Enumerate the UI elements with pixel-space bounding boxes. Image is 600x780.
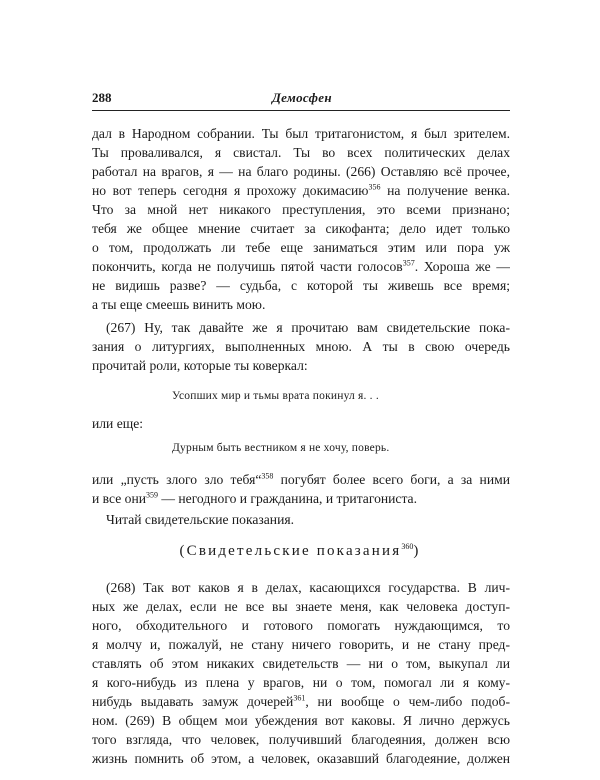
footnote-ref: 361 bbox=[293, 693, 306, 703]
text-line: работал на врагов, я — на благо родины. (266) Оставляю всё прочее, bbox=[92, 164, 510, 179]
text-line: зания о литургиях, выполненных мною. А ты в свою очередь bbox=[92, 339, 510, 354]
footnote-ref: 357 bbox=[402, 258, 415, 268]
text-line: ных же делах, если не все вы знаете меня, как человека доступ- bbox=[92, 599, 510, 614]
text-line: тебя же общее мнение считает за сикофанта; дело идет только bbox=[92, 221, 510, 236]
text-line: Читай свидетельские показания. bbox=[106, 512, 295, 527]
footnote-ref: 359 bbox=[146, 490, 158, 500]
header-rule bbox=[92, 110, 510, 111]
page-number: 288 bbox=[92, 90, 112, 105]
text-line: или „пусть злого зло тебя“$^{358}$ погубят более всего боги, а за ними bbox=[92, 471, 510, 487]
footnote-ref: 360 bbox=[401, 542, 414, 551]
text-line: дал в Народном собрании. Ты был тритагонистом, я был зрителем. bbox=[92, 126, 510, 141]
text-line: (268) Так вот каков я в делах, касающихся государства. В лич- bbox=[106, 580, 510, 595]
text-line: а ты еще смеешь винить мою. bbox=[92, 297, 266, 312]
text-line: Ты проваливался, я свистал. Ты во всех политических делах bbox=[92, 145, 510, 160]
text-line: нибудь выдавать замуж дочерей$^{361}$, ни вообще о чем-либо подоб- bbox=[92, 693, 510, 709]
text-line: покончить, когда не получишь пятой части голосов$^{357}$. Хороша же — bbox=[92, 258, 510, 274]
page-header bbox=[92, 90, 510, 108]
verse-quote: Усопших мир и тьмы врата покинул я. . . bbox=[172, 390, 379, 402]
text-line: ного, обходительного и готового помогать нуждающимся, то bbox=[92, 618, 510, 633]
text-line: я кого-нибудь из плена у врагов, ни о том, помогал ли я кому- bbox=[92, 675, 510, 690]
text-line: прочитай роли, которые ты коверкал: bbox=[92, 358, 308, 373]
footnote-ref: 358 bbox=[261, 471, 274, 481]
text-line: жизнь помнить об этом, а человек, оказавший благодеяние, должен bbox=[92, 751, 510, 766]
running-title: Демосфен bbox=[272, 90, 332, 105]
footnote-ref: 356 bbox=[368, 182, 381, 192]
text-line: и все они$^{359}$ — негодного и гражданина, и тритагониста. bbox=[92, 490, 417, 506]
text-line: того взгляда, что человек, получивший благодеяния, должен всю bbox=[92, 732, 510, 747]
text-line: ставлять об этом никаких свидетельств — ни о том, выкупал ли bbox=[92, 656, 510, 671]
text-line: Что за мной нет никакого преступления, это всеми признано; bbox=[92, 202, 510, 217]
text-line: о том, продолжать ли тебе еще заниматься этим или пора уж bbox=[92, 240, 510, 255]
text-line: не видишь разве? — судьба, с которой ты живешь все время; bbox=[92, 278, 510, 293]
verse-quote: Дурным быть вестником я не хочу, поверь. bbox=[172, 442, 390, 454]
text-line: (267) Ну, так давайте же я прочитаю вам свидетельские пока- bbox=[106, 320, 510, 335]
text-line: или еще: bbox=[92, 416, 144, 431]
text-line: ном. (269) В общем мои убеждения вот каковы. Я лично держусь bbox=[92, 713, 510, 728]
text-line: я молчу и, пожалуй, не стану ничего говорить, и не стану пред- bbox=[92, 637, 510, 652]
section-heading: (Свидетельские показания$^{360}$) bbox=[179, 542, 421, 559]
text-line: но вот теперь сегодня я прохожу докимасию$^{356}$ на получение венка. bbox=[92, 182, 510, 198]
